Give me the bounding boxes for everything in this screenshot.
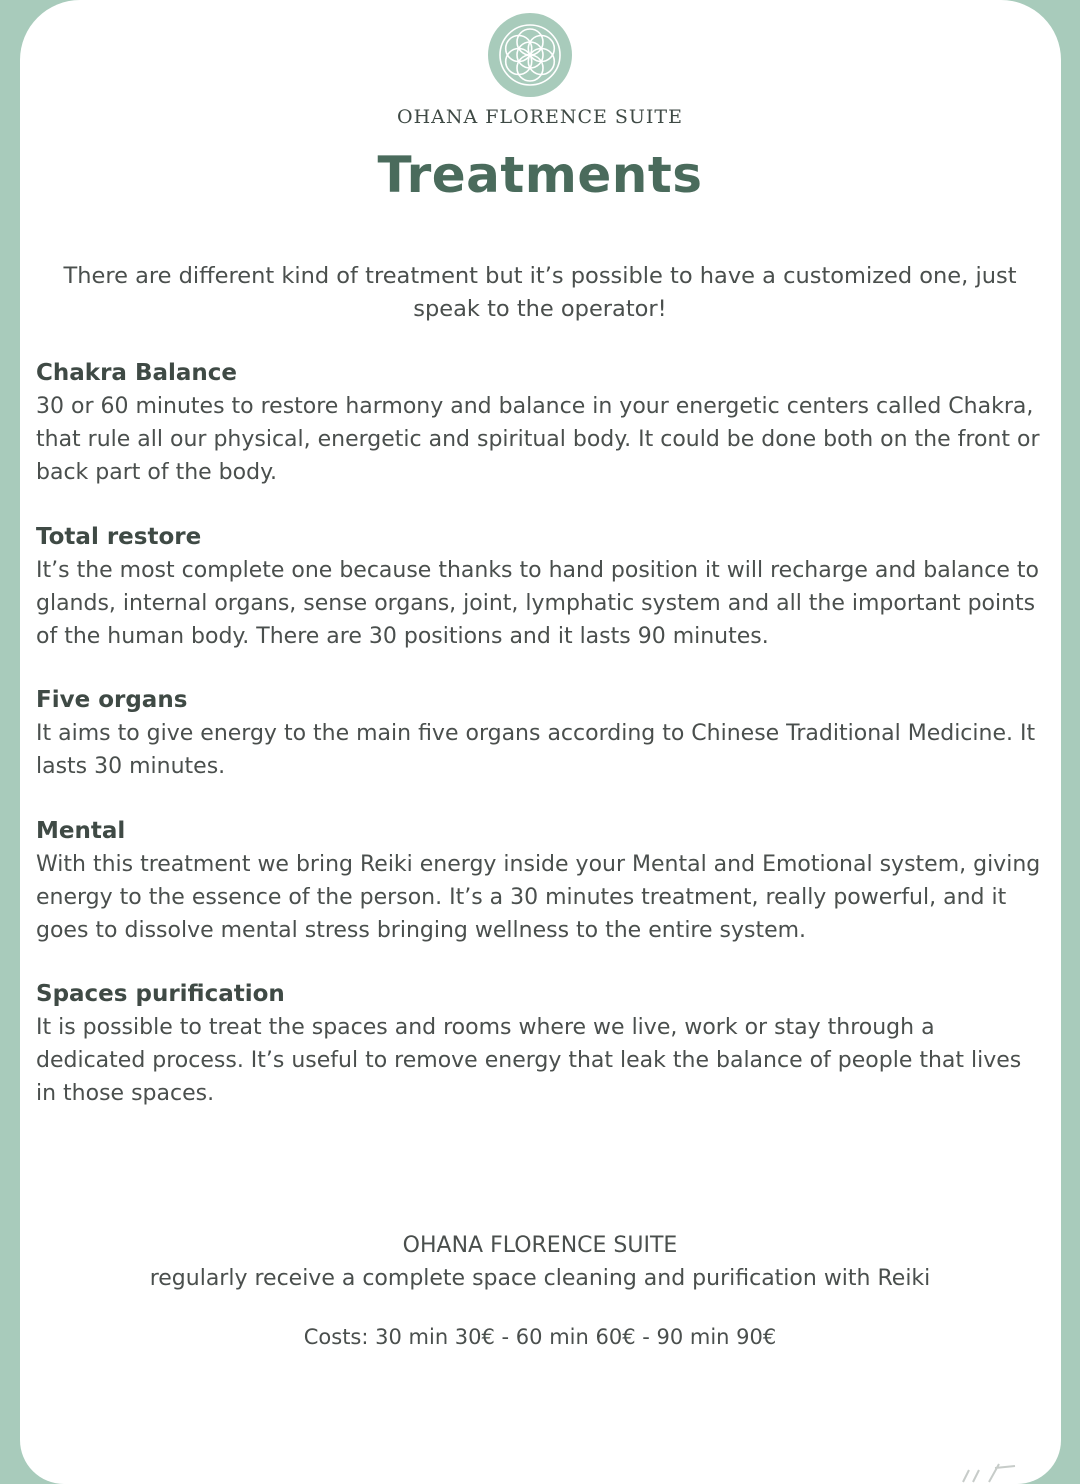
costs-line: Costs: 30 min 30€ - 60 min 60€ - 90 min 90€ [303, 1325, 777, 1349]
signature-mark [955, 1456, 1035, 1484]
treatment-description: It’s the most complete one because thanks to hand position it will recharge and balance to glands, internal organs, sense organs, joint, lymphatic system and all the important points of the human body. There are 30 positions and it lasts 90 minutes. [36, 558, 1039, 649]
treatment-title: Five organs [36, 687, 188, 713]
treatment-description: It aims to give energy to the main five organs according to Chinese Traditional Medicine. It lasts 30 minutes. [36, 721, 1036, 779]
treatment-spaces-purification [36, 978, 1048, 1110]
treatment-title: Mental [36, 818, 126, 844]
treatment-description: 30 or 60 minutes to restore harmony and balance in your energetic centers called Chakra, that rule all our physical, energetic and spiritual body. It could be done both on the front or back part of the body. [36, 394, 1040, 485]
footer-brand: OHANA FLORENCE SUITE [402, 1233, 678, 1258]
treatment-chakra-balance [36, 357, 1048, 489]
flower-of-life-icon [487, 12, 573, 98]
treatment-title: Total restore [36, 524, 202, 550]
treatment-title: Chakra Balance [36, 360, 238, 386]
treatment-description: It is possible to treat the spaces and rooms where we live, work or stay through a dedicated process. It’s useful to remove energy that leak the balance of people that lives in those spaces. [36, 1015, 1022, 1106]
card-corner-left [20, 0, 80, 60]
intro-text: There are different kind of treatment but it’s possible to have a customized one, just speak to the operator! [63, 263, 1017, 322]
treatment-description: With this treatment we bring Reiki energy inside your Mental and Emotional system, giving energy to the essence of the person. It’s a 30 minutes treatment, really powerful, and it goes to dissolve mental stress bringing wellness to the entire system. [36, 852, 1041, 943]
card-corner-right [1001, 0, 1061, 60]
footer-note: regularly receive a complete space cleaning and purification with Reiki [149, 1266, 931, 1291]
treatment-title: Spaces purification [36, 981, 285, 1007]
treatment-mental [36, 815, 1048, 947]
page-title: Treatments [377, 146, 703, 204]
brand-name: OHANA FLORENCE SUITE [397, 106, 683, 128]
treatment-five-organs [36, 684, 1048, 783]
treatment-total-restore [36, 521, 1048, 653]
